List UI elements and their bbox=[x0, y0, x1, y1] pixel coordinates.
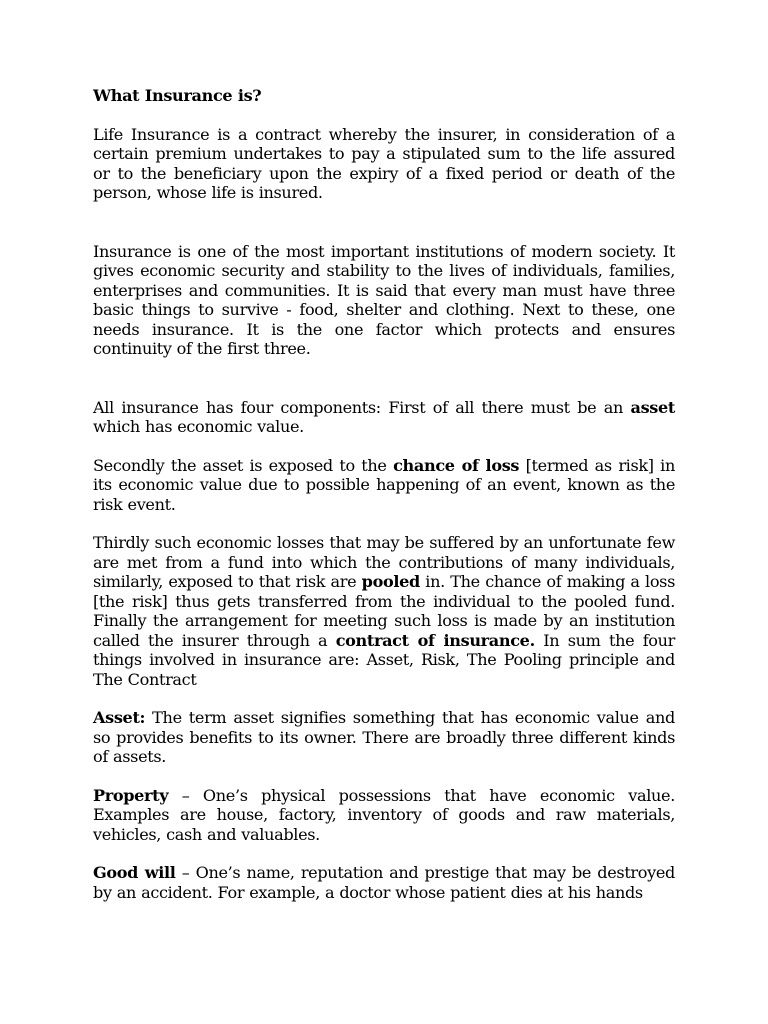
paragraph-good-will bbox=[93, 863, 675, 902]
bold-term-asset: asset bbox=[630, 397, 675, 417]
bold-term-pooled: pooled bbox=[361, 572, 420, 591]
bold-term-property: Property bbox=[93, 785, 169, 805]
text-segment: [termed as risk] in its economic value due to possible happening of an event, known as the risk event. bbox=[93, 455, 675, 514]
text-segment: – One’s physical possessions that have economic value. Examples are house, factory, inventory of goods and raw materials, vehicles, cash and valuables. bbox=[93, 785, 675, 844]
paragraph-asset bbox=[93, 708, 675, 767]
paragraph-chance-of-loss bbox=[93, 456, 675, 515]
paragraph-life-insurance-definition: Life Insurance is a contract whereby the insurer, in consideration of a certain premium undertakes to pay a stipulated sum to the life assured or to the beneficiary upon the expiry of a fixed period or death of the person, whose life is insured. bbox=[93, 124, 675, 202]
paragraph-property bbox=[93, 786, 675, 845]
document-page bbox=[93, 86, 675, 902]
bold-term-contract-of-insurance: contract of insurance. bbox=[335, 630, 535, 650]
paragraph-pooling bbox=[93, 533, 675, 689]
text-segment: Secondly the asset is exposed to the bbox=[93, 455, 394, 475]
paragraph-importance: Insurance is one of the most important institutions of modern society. It gives economic security and stability to the lives of individuals, families, enterprises and communities. It is said that every man must have three basic things to survive - food, shelter and clothing. Next to these, one needs insurance. It is the one factor which protects and ensures continuity of the first three. bbox=[93, 241, 675, 358]
text-segment: in. The chance of making a loss [the risk] thus gets transferred from the individual to the pooled fund. Finally the arrangement for meeting such loss is made by an institution called the insurer through a bbox=[93, 572, 675, 650]
bold-term-chance-of-loss: chance of loss bbox=[393, 455, 520, 475]
text-segment: All insurance has four components: First of all there must be an bbox=[93, 397, 631, 417]
paragraph-four-components bbox=[93, 398, 675, 437]
text-segment: In sum the four things involved in insurance are: Asset, Risk, The Pooling principle and The Contract bbox=[93, 630, 675, 689]
text-segment: Thirdly such economic losses that may be suffered by an unfortunate few are met from a fund into which the contributions of many individuals, similarly, exposed to that risk are bbox=[93, 533, 675, 591]
bold-term-asset-label: Asset: bbox=[93, 708, 146, 727]
text-segment: The term asset signifies something that has economic value and so provides benefits to its owner. There are broadly three different kinds of assets. bbox=[93, 708, 675, 766]
text-segment: – One’s name, reputation and prestige that may be destroyed by an accident. For example, a doctor whose patient dies at his hands bbox=[93, 863, 675, 902]
bold-term-good-will: Good will bbox=[93, 863, 176, 882]
text-segment: which has economic value. bbox=[93, 417, 304, 436]
page-title: What Insurance is? bbox=[93, 86, 262, 105]
